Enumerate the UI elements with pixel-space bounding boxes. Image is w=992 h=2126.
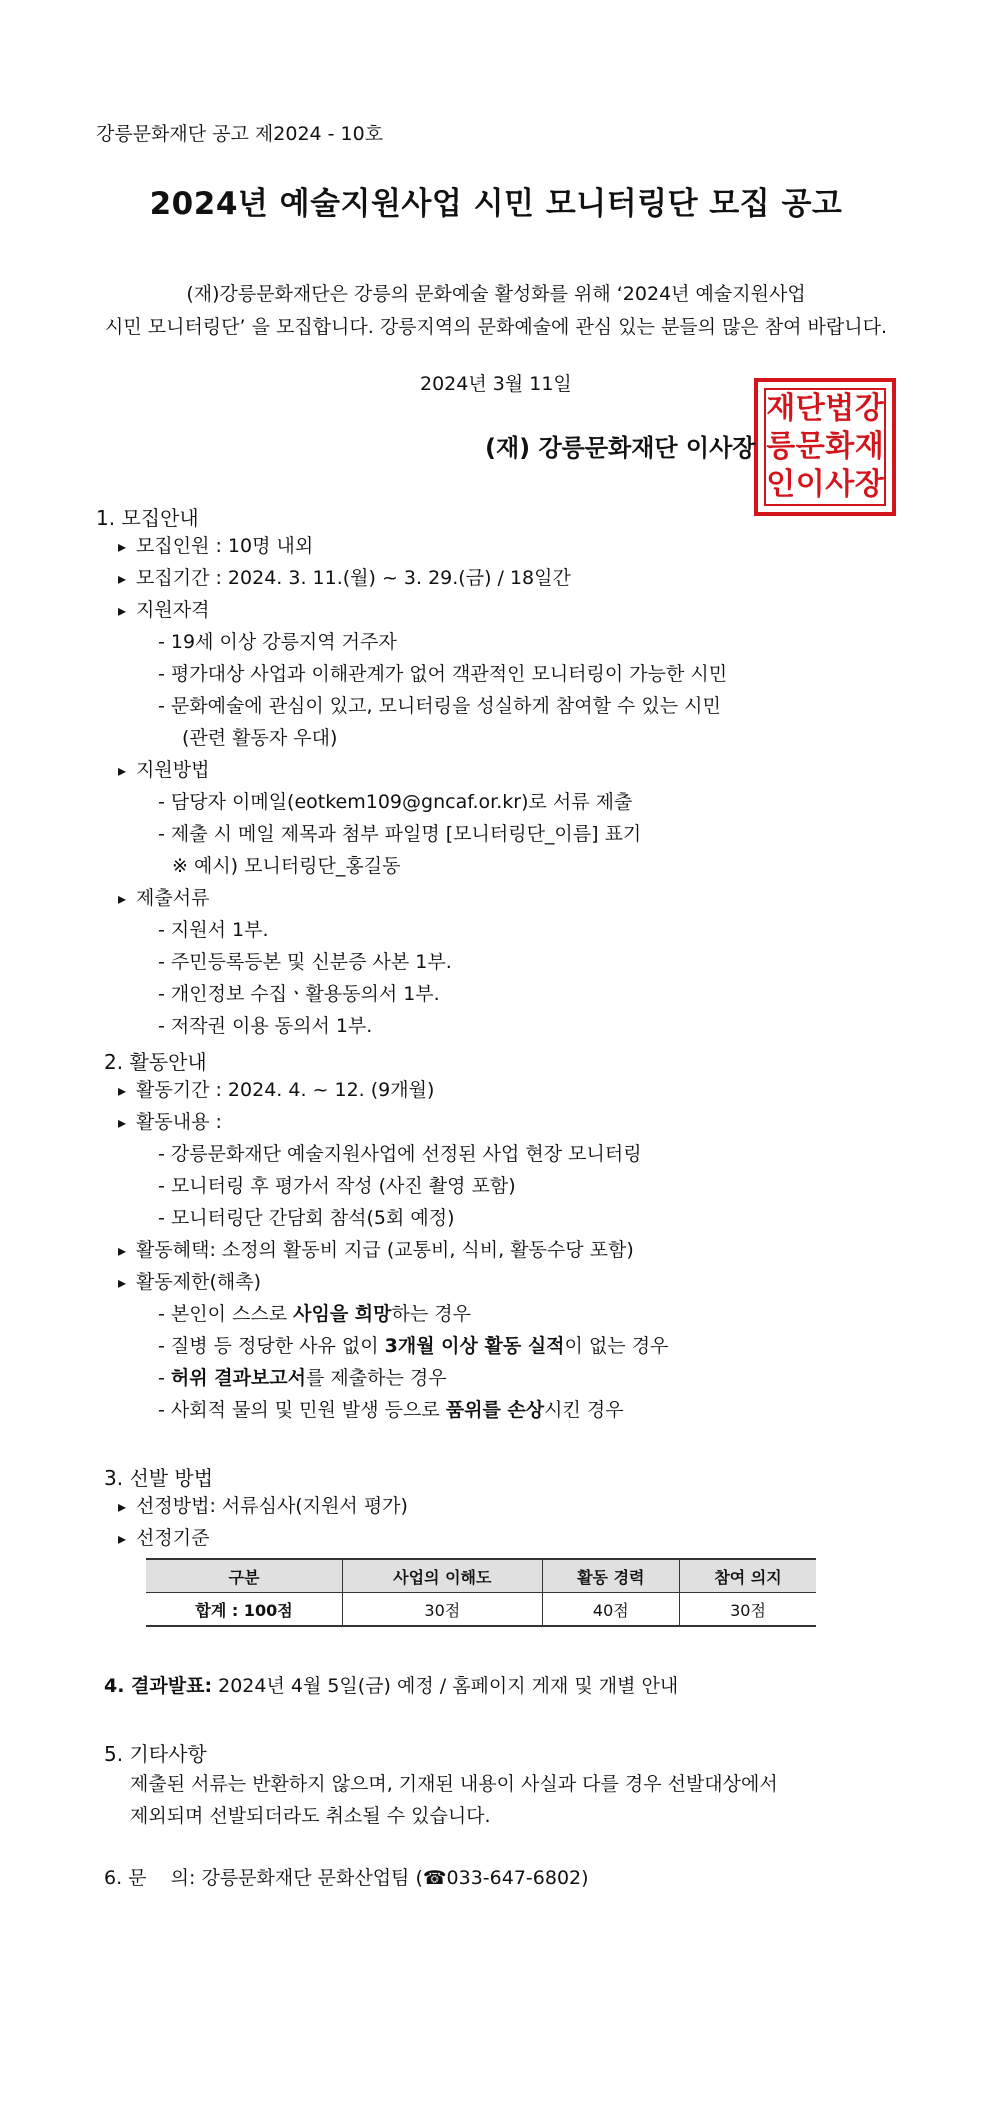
text: - xyxy=(158,1367,171,1389)
text: 를 제출하는 경우 xyxy=(306,1367,447,1389)
s1-documents: ▸ 제출서류 xyxy=(118,886,209,911)
s1-document-item: - 지원서 1부. xyxy=(158,919,269,941)
text: 시킨 경우 xyxy=(544,1399,624,1421)
s2-restriction-item xyxy=(158,1366,447,1390)
text: - 본인이 스스로 xyxy=(158,1303,294,1325)
official-seal xyxy=(754,378,896,516)
s1-eligibility: ▸ 지원자격 xyxy=(118,598,209,623)
seal-glyph: 재 xyxy=(766,391,796,426)
s1-apply-item: - 담당자 이메일(eotkem109@gncaf.or.kr)로 서류 제출 xyxy=(158,791,633,813)
section-6-heading: 6. 문 의: xyxy=(104,1867,196,1889)
notice-date: 2024년 3월 11일 xyxy=(420,373,572,395)
table-header-row xyxy=(146,1559,816,1593)
s2-benefits: ▸ 활동혜택: 소정의 활동비 지급 (교통비, 식비, 활동수당 포함) xyxy=(118,1238,634,1263)
text: - 사회적 물의 및 민원 발생 등으로 xyxy=(158,1399,446,1421)
seal-glyph: 강 xyxy=(854,391,884,426)
table-cell: 30점 xyxy=(343,1593,543,1627)
s2-period: ▸ 활동기간 : 2024. 4. ~ 12. (9개월) xyxy=(118,1078,434,1103)
s1-eligibility-item: - 19세 이상 강릉지역 거주자 xyxy=(158,631,397,653)
emphasis: 사임을 희망 xyxy=(293,1303,392,1325)
seal-glyph: 법 xyxy=(825,391,855,426)
table-cell: 30점 xyxy=(680,1593,816,1627)
text: - 질병 등 정당한 사유 없이 xyxy=(158,1335,385,1357)
text: 이 없는 경우 xyxy=(564,1335,669,1357)
section-3-heading: 3. 선발 방법 xyxy=(104,1466,214,1490)
s1-apply-method: ▸ 지원방법 xyxy=(118,758,209,783)
seal-glyph: 재 xyxy=(854,429,884,464)
seal-glyph: 문 xyxy=(795,429,825,464)
s3-method: ▸ 선정방법: 서류심사(지원서 평가) xyxy=(118,1494,408,1519)
s2-content: ▸ 활동내용 : xyxy=(118,1110,222,1135)
table-header: 구분 xyxy=(146,1559,343,1593)
seal-glyph: 이 xyxy=(795,467,825,502)
section-1-heading: 1. 모집안내 xyxy=(96,506,199,530)
s5-line: 제외되며 선발되더라도 취소될 수 있습니다. xyxy=(130,1805,491,1827)
s2-content-item: - 모니터링 후 평가서 작성 (사진 촬영 포함) xyxy=(158,1175,516,1197)
criteria-table xyxy=(146,1558,816,1627)
intro-line-2: 시민 모니터링단’ 을 모집합니다. 강릉지역의 문화예술에 관심 있는 분들의 많은 참여 바랍니다. xyxy=(104,316,887,338)
s3-criteria: ▸ 선정기준 xyxy=(118,1526,209,1551)
s2-restriction-item xyxy=(158,1398,624,1422)
table-header: 참여 의지 xyxy=(680,1559,816,1593)
s1-document-item: - 주민등록등본 및 신분증 사본 1부. xyxy=(158,951,452,973)
s1-period-days: / 18일간 xyxy=(497,567,571,589)
table-header: 활동 경력 xyxy=(542,1559,679,1593)
s5-line: 제출된 서류는 반환하지 않으며, 기재된 내용이 사실과 다를 경우 선발대상에서 xyxy=(130,1773,778,1795)
s1-apply-item: - 제출 시 메일 제목과 첨부 파일명 [모니터링단_이름] 표기 xyxy=(158,823,642,845)
page-title: 2024년 예술지원사업 시민 모니터링단 모집 공고 xyxy=(149,186,843,222)
text: 하는 경우 xyxy=(391,1303,471,1325)
seal-glyph: 장 xyxy=(854,467,884,502)
s1-recruit-count: ▸ 모집인원 : 10명 내외 xyxy=(118,534,313,559)
seal-glyph: 인 xyxy=(766,467,796,502)
section-4-text: 2024년 4월 5일(금) 예정 / 홈페이지 게재 및 개별 안내 xyxy=(212,1675,679,1697)
seal-glyph: 사 xyxy=(825,467,855,502)
s1-recruit-period xyxy=(118,566,571,591)
notice-number: 강릉문화재단 공고 제2024 - 10호 xyxy=(96,123,384,145)
emphasis: 3개월 이상 활동 실적 xyxy=(384,1335,565,1357)
table-header: 사업의 이해도 xyxy=(343,1559,543,1593)
s1-eligibility-item: - 평가대상 사업과 이해관계가 없어 객관적인 모니터링이 가능한 시민 xyxy=(158,663,728,685)
emphasis: 품위를 손상 xyxy=(445,1399,545,1421)
s2-content-item: - 모니터링단 간담회 참석(5회 예정) xyxy=(158,1207,455,1229)
section-4 xyxy=(104,1674,678,1698)
seal-glyph: 단 xyxy=(795,391,825,426)
seal-glyph: 릉 xyxy=(766,429,796,464)
section-6-text: 강릉문화재단 문화산업팀 (☎033-647-6802) xyxy=(195,1867,589,1889)
s1-eligibility-note: (관련 활동자 우대) xyxy=(182,727,338,749)
issuer-name: (재) 강릉문화재단 이사장 xyxy=(485,434,756,462)
s1-apply-example: ※ 예시) 모니터링단_홍길동 xyxy=(172,855,401,877)
s1-eligibility-item: - 문화예술에 관심이 있고, 모니터링을 성실하게 참여할 수 있는 시민 xyxy=(158,695,721,717)
table-cell: 합계 : 100점 xyxy=(146,1593,343,1627)
emphasis: 허위 결과보고서 xyxy=(170,1367,306,1389)
s2-restriction-item xyxy=(158,1302,471,1326)
s2-content-item: - 강릉문화재단 예술지원사업에 선정된 사업 현장 모니터링 xyxy=(158,1143,642,1165)
s2-restriction-item xyxy=(158,1334,668,1358)
s1-document-item: - 개인정보 수집ㆍ활용동의서 1부. xyxy=(158,983,440,1005)
table-cell: 40점 xyxy=(542,1593,679,1627)
section-5-heading: 5. 기타사항 xyxy=(104,1742,207,1766)
section-6 xyxy=(104,1866,589,1890)
intro-line-1: (재)강릉문화재단은 강릉의 문화예술 활성화를 위해 ‘2024년 예술지원사업 xyxy=(186,283,806,305)
seal-glyph: 화 xyxy=(825,429,855,464)
s1-document-item: - 저작권 이용 동의서 1부. xyxy=(158,1015,373,1037)
section-4-heading: 4. 결과발표: xyxy=(104,1675,213,1697)
table-row xyxy=(146,1593,816,1627)
s1-period-text: 모집기간 : 2024. 3. 11.(월) ~ 3. 29.(금) xyxy=(136,567,498,589)
s2-restrictions: ▸ 활동제한(해촉) xyxy=(118,1270,261,1295)
section-2-heading: 2. 활동안내 xyxy=(104,1050,207,1074)
